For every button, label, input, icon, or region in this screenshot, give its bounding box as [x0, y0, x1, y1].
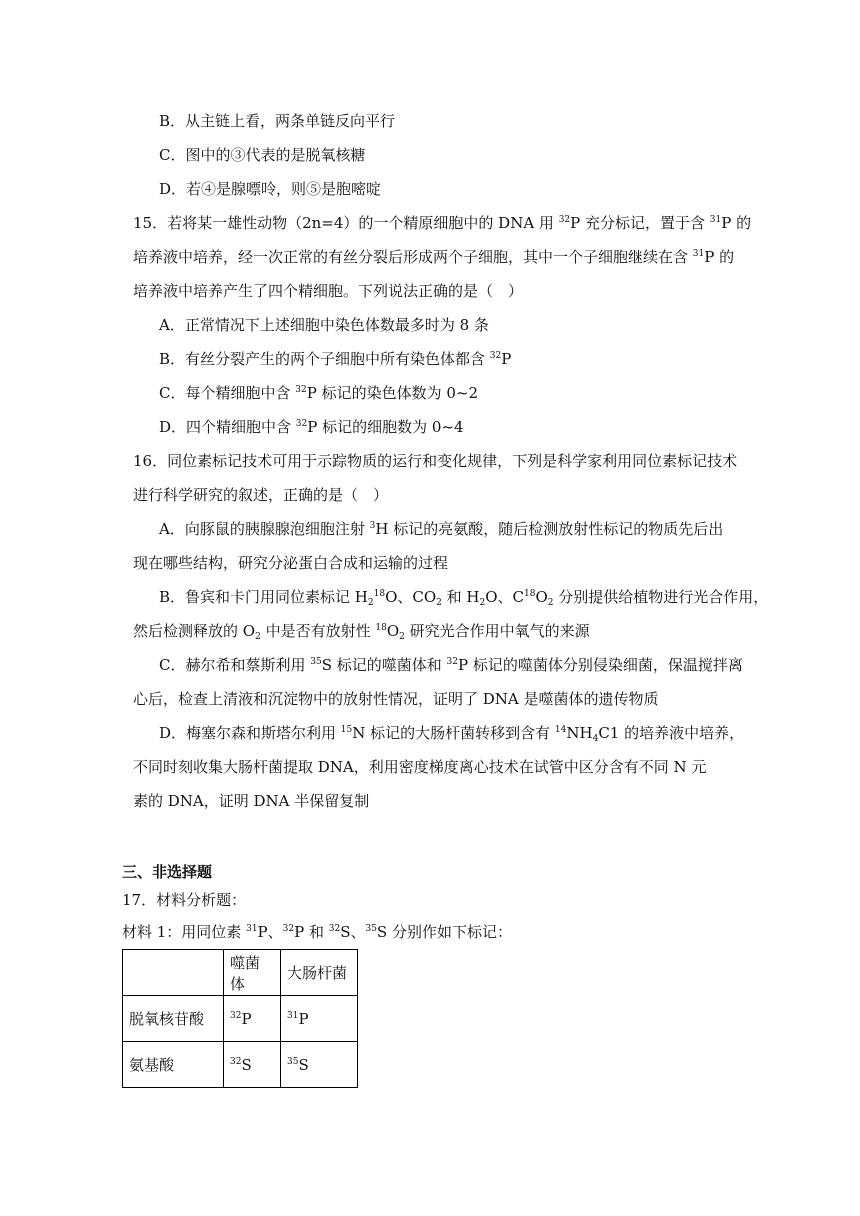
- q16-option-d-line-3: 素的 DNA，证明 DNA 半保留复制: [133, 792, 370, 810]
- table-corner-cell: [123, 950, 224, 996]
- q16-option-b-line-2: 然后检测释放的 $O_2$ 中是否有放射性 $^{18}O_2$ 研究光合作用中氧气的来源: [133, 622, 590, 642]
- q15-stem-line-2: 培养液中培养，经一次正常的有丝分裂后形成两个子细胞，其中一个子细胞继续在含 $^{31}$P 的: [133, 248, 735, 266]
- q15-option-a: A．正常情况下上述细胞中染色体数最多时为 8 条: [159, 316, 489, 334]
- table-cell: $^{35}$S: [281, 1042, 358, 1088]
- table-header-ecoli: 大肠杆菌: [281, 950, 358, 996]
- table-cell: $^{32}$P: [224, 996, 281, 1042]
- q15-stem-line-1: 15．若将某一雄性动物（2n=4）的一个精原细胞中的 DNA 用 $^{32}$P 充分标记，置于含 $^{31}$P 的: [133, 214, 752, 232]
- table-header-phage: 噬菌体: [224, 950, 281, 996]
- q16-option-d-line-1: D．梅塞尔森和斯塔尔利用 $^{15}$N 标记的大肠杆菌转移到含有 $^{14}NH_4C1$ 的培养液中培养，: [159, 724, 745, 744]
- table-row: [123, 996, 358, 1042]
- q16-option-b-line-1: B．鲁宾和卡门用同位素标记 $H_2^{18}O$、$CO_2$ 和 $H_2O$、$C^{18}O_2$ 分别提供给植物进行光合作用，: [159, 588, 769, 608]
- q16-option-d-line-2: 不同时刻收集大肠杆菌提取 DNA，利用密度梯度离心技术在试管中区分含有不同 N 元: [133, 758, 707, 776]
- table-cell: $^{31}$P: [281, 996, 358, 1042]
- q16-option-a-line-1: A．向豚鼠的胰腺腺泡细胞注射 $^3$H 标记的亮氨酸，随后检测放射性标记的物质先后出: [159, 520, 724, 538]
- section-heading: 三、非选择题: [122, 863, 213, 881]
- table-row: [123, 1042, 358, 1088]
- q16-option-c-line-2: 心后，检查上清液和沉淀物中的放射性情况，证明了 DNA 是噬菌体的遗传物质: [133, 690, 659, 708]
- table-row-label-amino-acid: 氨基酸: [123, 1042, 224, 1088]
- q16-stem-line-2: 进行科学研究的叙述，正确的是（ ）: [133, 486, 389, 504]
- q14-option-c: C．图中的③代表的是脱氧核糖: [159, 146, 366, 164]
- q15-option-d: D．四个精细胞中含 $^{32}$P 标记的细胞数为 0~4: [159, 418, 464, 436]
- labeling-table: [122, 949, 358, 1088]
- q14-option-b: B．从主链上看，两条单链反向平行: [159, 112, 396, 130]
- q17-material-1: 材料 1：用同位素 $^{31}$P、$^{32}$P 和 $^{32}$S、$^{35}$S 分别作如下标记：: [122, 923, 512, 941]
- table-cell: $^{32}$S: [224, 1042, 281, 1088]
- table-row-label-nucleotide: 脱氧核苷酸: [123, 996, 224, 1042]
- q15-stem-line-3: 培养液中培养产生了四个精细胞。下列说法正确的是（ ）: [133, 282, 524, 300]
- q16-stem-line-1: 16．同位素标记技术可用于示踪物质的运行和变化规律，下列是科学家利用同位素标记技术: [133, 452, 738, 470]
- table-header-row: [123, 950, 358, 996]
- q14-option-d: D．若④是腺嘌呤，则⑤是胞嘧啶: [159, 180, 382, 198]
- q16-option-a-line-2: 现在哪些结构，研究分泌蛋白合成和运输的过程: [133, 554, 449, 572]
- q15-option-b: B．有丝分裂产生的两个子细胞中所有染色体都含 $^{32}$P: [159, 350, 512, 368]
- q15-option-c: C．每个精细胞中含 $^{32}$P 标记的染色体数为 0~2: [159, 384, 478, 402]
- q16-option-c-line-1: C．赫尔希和蔡斯利用 $^{35}$S 标记的噬菌体和 $^{32}$P 标记的噬菌体分别侵染细菌，保温搅拌离: [159, 656, 743, 674]
- q17-title: 17．材料分析题：: [122, 891, 247, 909]
